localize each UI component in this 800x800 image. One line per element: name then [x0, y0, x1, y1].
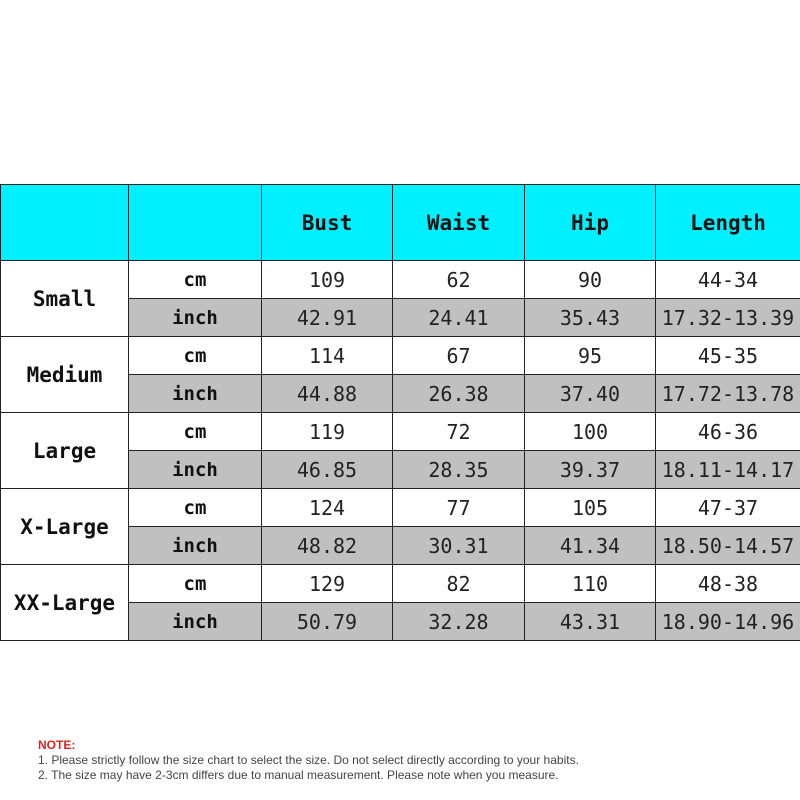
waist-cm: 67 — [393, 337, 525, 375]
waist-inch: 32.28 — [393, 603, 525, 641]
size-name-xx-large: XX-Large — [1, 565, 129, 641]
length-inch: 18.50-14.57 — [656, 527, 800, 565]
waist-inch: 30.31 — [393, 527, 525, 565]
hip-cm: 95 — [525, 337, 656, 375]
table-row — [1, 337, 800, 375]
note-section — [38, 738, 778, 783]
length-inch: 17.72-13.78 — [656, 375, 800, 413]
bust-cm: 109 — [262, 261, 393, 299]
unit-label-cm: cm — [129, 565, 262, 603]
hip-cm: 105 — [525, 489, 656, 527]
length-cm: 47-37 — [656, 489, 800, 527]
unit-label-cm: cm — [129, 337, 262, 375]
waist-cm: 77 — [393, 489, 525, 527]
waist-inch: 28.35 — [393, 451, 525, 489]
length-cm: 48-38 — [656, 565, 800, 603]
size-name-small: Small — [1, 261, 129, 337]
size-name-large: Large — [1, 413, 129, 489]
hip-inch: 35.43 — [525, 299, 656, 337]
waist-inch: 24.41 — [393, 299, 525, 337]
bust-inch: 46.85 — [262, 451, 393, 489]
waist-inch: 26.38 — [393, 375, 525, 413]
length-cm: 44-34 — [656, 261, 800, 299]
bust-inch: 42.91 — [262, 299, 393, 337]
unit-label-cm: cm — [129, 413, 262, 451]
waist-cm: 72 — [393, 413, 525, 451]
bust-inch: 48.82 — [262, 527, 393, 565]
size-name-x-large: X-Large — [1, 489, 129, 565]
header-cell-bust: Bust — [262, 185, 393, 261]
header-cell-waist: Waist — [393, 185, 525, 261]
hip-inch: 37.40 — [525, 375, 656, 413]
note-line-2: 2. The size may have 2-3cm differs due to manual measurement. Please note when you measure. — [38, 768, 559, 782]
length-inch: 18.11-14.17 — [656, 451, 800, 489]
hip-cm: 110 — [525, 565, 656, 603]
note-title: NOTE: — [38, 738, 76, 752]
table-row — [1, 565, 800, 603]
table-row — [1, 413, 800, 451]
length-inch: 18.90-14.96 — [656, 603, 800, 641]
length-cm: 46-36 — [656, 413, 800, 451]
bust-cm: 119 — [262, 413, 393, 451]
header-row — [1, 185, 800, 261]
header-cell-unit — [129, 185, 262, 261]
header-cell-size — [1, 185, 129, 261]
unit-label-cm: cm — [129, 261, 262, 299]
hip-cm: 90 — [525, 261, 656, 299]
unit-label-inch: inch — [129, 451, 262, 489]
hip-cm: 100 — [525, 413, 656, 451]
header-cell-hip: Hip — [525, 185, 656, 261]
table-row — [1, 489, 800, 527]
waist-cm: 62 — [393, 261, 525, 299]
bust-cm: 129 — [262, 565, 393, 603]
size-name-medium: Medium — [1, 337, 129, 413]
unit-label-inch: inch — [129, 527, 262, 565]
unit-label-inch: inch — [129, 603, 262, 641]
bust-cm: 114 — [262, 337, 393, 375]
bust-cm: 124 — [262, 489, 393, 527]
header-cell-length: Length — [656, 185, 800, 261]
note-line-1: 1. Please strictly follow the size chart to select the size. Do not select directly according to your habits. — [38, 753, 579, 767]
length-cm: 45-35 — [656, 337, 800, 375]
length-inch: 17.32-13.39 — [656, 299, 800, 337]
unit-label-inch: inch — [129, 299, 262, 337]
bust-inch: 44.88 — [262, 375, 393, 413]
size-chart-table — [0, 184, 800, 641]
hip-inch: 43.31 — [525, 603, 656, 641]
table-row — [1, 261, 800, 299]
hip-inch: 41.34 — [525, 527, 656, 565]
hip-inch: 39.37 — [525, 451, 656, 489]
unit-label-inch: inch — [129, 375, 262, 413]
waist-cm: 82 — [393, 565, 525, 603]
unit-label-cm: cm — [129, 489, 262, 527]
bust-inch: 50.79 — [262, 603, 393, 641]
